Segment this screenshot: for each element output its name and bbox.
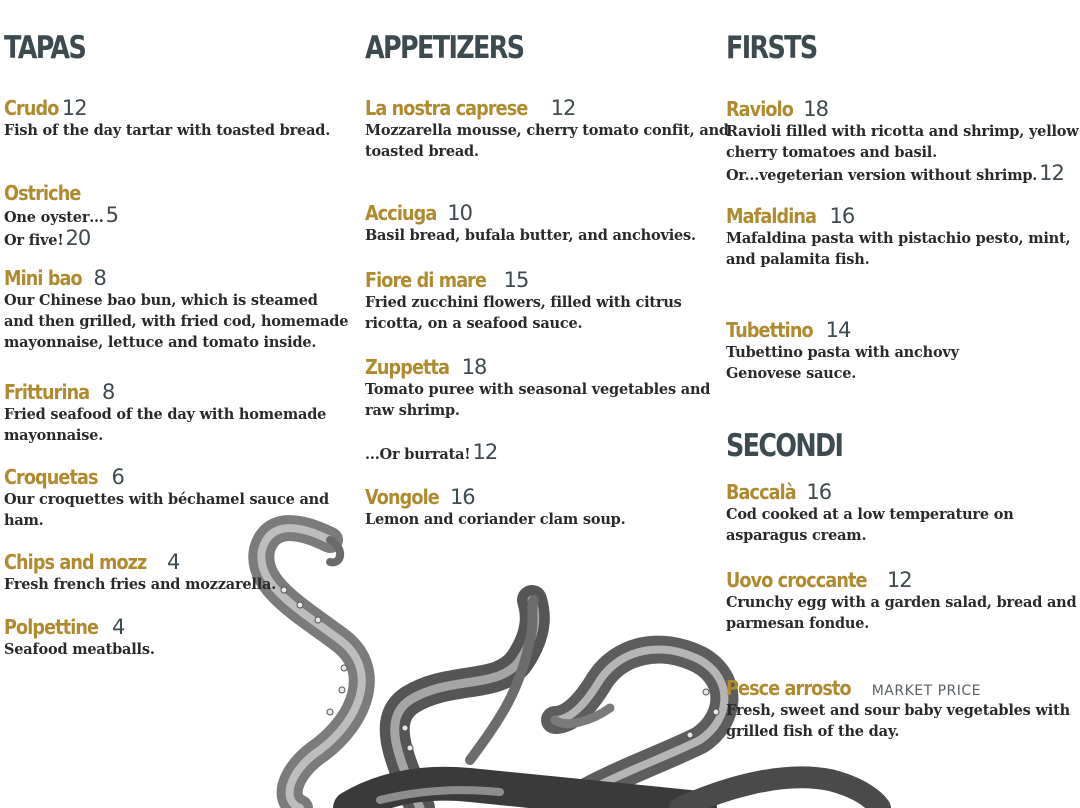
dish-price: 16 — [806, 480, 832, 504]
dish-description: and palamita fish. — [726, 251, 870, 268]
dish-variant: ...Or burrata! — [365, 446, 471, 463]
dish-description: cherry tomatoes and basil. — [726, 144, 937, 161]
dish-description: Fresh, sweet and sour baby vegetables with — [726, 702, 1070, 719]
dish-description: Crunchy egg with a garden salad, bread and — [726, 594, 1077, 611]
dish-description: Seafood meatballs. — [4, 641, 155, 658]
dish-description: Lemon and coriander clam soup. — [365, 511, 626, 528]
dish-name: Vongole — [365, 485, 439, 509]
menu-item-fritturina — [4, 380, 349, 446]
dish-description: Tubettino pasta with anchovy — [726, 344, 959, 361]
dish-price: 15 — [503, 268, 529, 292]
menu-item-chips-and-mozz — [4, 550, 349, 595]
dish-description: Basil bread, bufala butter, and anchovies. — [365, 227, 696, 244]
dish-name: Crudo — [4, 96, 59, 120]
dish-variant: Or...vegeterian version without shrimp. — [726, 167, 1038, 184]
dish-name: La nostra caprese — [365, 96, 528, 120]
dish-name: Uovo croccante — [726, 568, 867, 592]
dish-description: and then grilled, with fried cod, homemade — [4, 313, 349, 330]
dish-price: 5 — [105, 203, 118, 227]
dish-description: Ravioli filled with ricotta and shrimp, yellow — [726, 123, 1079, 140]
dish-description: One oyster… — [4, 209, 104, 226]
dish-description: asparagus cream. — [726, 527, 867, 544]
dish-description: Fresh french fries and mozzarella. — [4, 576, 277, 593]
dish-price: 12 — [886, 568, 912, 592]
dish-description: Fish of the day tartar with toasted bread. — [4, 122, 331, 139]
dish-description: Mafaldina pasta with pistachio pesto, mint, — [726, 230, 1071, 247]
dish-name: Baccalà — [726, 480, 796, 504]
dish-price: 12 — [550, 96, 576, 120]
dish-price: 8 — [93, 266, 106, 290]
dish-price: 14 — [825, 318, 851, 342]
dish-description: Fried seafood of the day with homemade — [4, 406, 327, 423]
menu-item-baccala — [726, 480, 1071, 546]
dish-price: 4 — [112, 615, 125, 639]
dish-description: Fried zucchini flowers, filled with citrus — [365, 294, 682, 311]
section-title-tapas: TAPAS — [4, 30, 86, 66]
section-title-secondi: SECONDI — [726, 428, 843, 464]
dish-name: Polpettine — [4, 615, 99, 639]
dish-description: raw shrimp. — [365, 402, 460, 419]
dish-description: ham. — [4, 512, 44, 529]
dish-description: mayonnaise, lettuce and tomato inside. — [4, 334, 317, 351]
menu-item-pesce-arrosto — [726, 676, 1071, 742]
dish-name: Fiore di mare — [365, 268, 487, 292]
dish-name: Ostriche — [4, 181, 81, 205]
menu-item-croquetas — [4, 465, 349, 531]
dish-price: 16 — [449, 485, 475, 509]
dish-name: Mafaldina — [726, 204, 817, 228]
dish-description: parmesan fondue. — [726, 615, 870, 632]
dish-description: Our Chinese bao bun, which is steamed — [4, 292, 318, 309]
dish-price: 20 — [65, 226, 91, 250]
dish-name: Raviolo — [726, 97, 793, 121]
dish-name: Mini bao — [4, 266, 82, 290]
menu-item-vongole — [365, 485, 720, 530]
dish-description: ricotta, on a seafood sauce. — [365, 315, 583, 332]
dish-name: Tubettino — [726, 318, 813, 342]
dish-description: Genovese sauce. — [726, 365, 857, 382]
menu-item-uovo-croccante — [726, 568, 1077, 634]
menu-item-crudo — [4, 96, 349, 141]
menu-item-fiore-di-mare — [365, 268, 720, 334]
dish-description: Our croquettes with béchamel sauce and — [4, 491, 329, 508]
menu-item-tubettino — [726, 318, 1071, 384]
dish-price: 4 — [166, 550, 180, 574]
dish-price: 12 — [61, 96, 87, 120]
dish-price: 12 — [472, 440, 498, 464]
dish-description: Cod cooked at a low temperature on — [726, 506, 1014, 523]
dish-description: Tomato puree with seasonal vegetables and — [365, 381, 711, 398]
dish-name: Chips and mozz — [4, 550, 147, 574]
dish-price: 18 — [461, 355, 487, 379]
dish-price: 6 — [111, 465, 124, 489]
dish-price: 8 — [102, 380, 115, 404]
section-title-firsts: FIRSTS — [726, 30, 817, 66]
dish-name: Fritturina — [4, 380, 90, 404]
dish-price: 12 — [1039, 161, 1064, 185]
menu-item-mini-bao — [4, 266, 349, 353]
dish-description: toasted bread. — [365, 143, 479, 160]
section-title-appetizers: APPETIZERS — [365, 30, 524, 66]
menu-item-zuppetta — [365, 355, 720, 465]
menu-item-la-nostra-caprese — [365, 96, 729, 162]
dish-price: 16 — [829, 204, 855, 228]
dish-price: 18 — [803, 97, 828, 121]
menu-item-acciuga — [365, 201, 720, 246]
dish-price: 10 — [447, 201, 472, 225]
menu-item-ostriche — [4, 181, 349, 251]
dish-description: grilled fish of the day. — [726, 723, 900, 740]
dish-description: Mozzarella mousse, cherry tomato confit, and — [365, 122, 729, 139]
dish-name: Pesce arrosto — [726, 676, 851, 700]
menu-item-raviolo — [726, 97, 1079, 186]
dish-name: Zuppetta — [365, 355, 450, 379]
dish-name: Acciuga — [365, 201, 437, 225]
dish-description: Or five! — [4, 232, 64, 249]
dish-price: MARKET PRICE — [871, 683, 982, 699]
dish-name: Croquetas — [4, 465, 98, 489]
menu-item-polpettine — [4, 615, 349, 660]
dish-description: mayonnaise. — [4, 427, 104, 444]
menu-item-mafaldina — [726, 204, 1071, 270]
